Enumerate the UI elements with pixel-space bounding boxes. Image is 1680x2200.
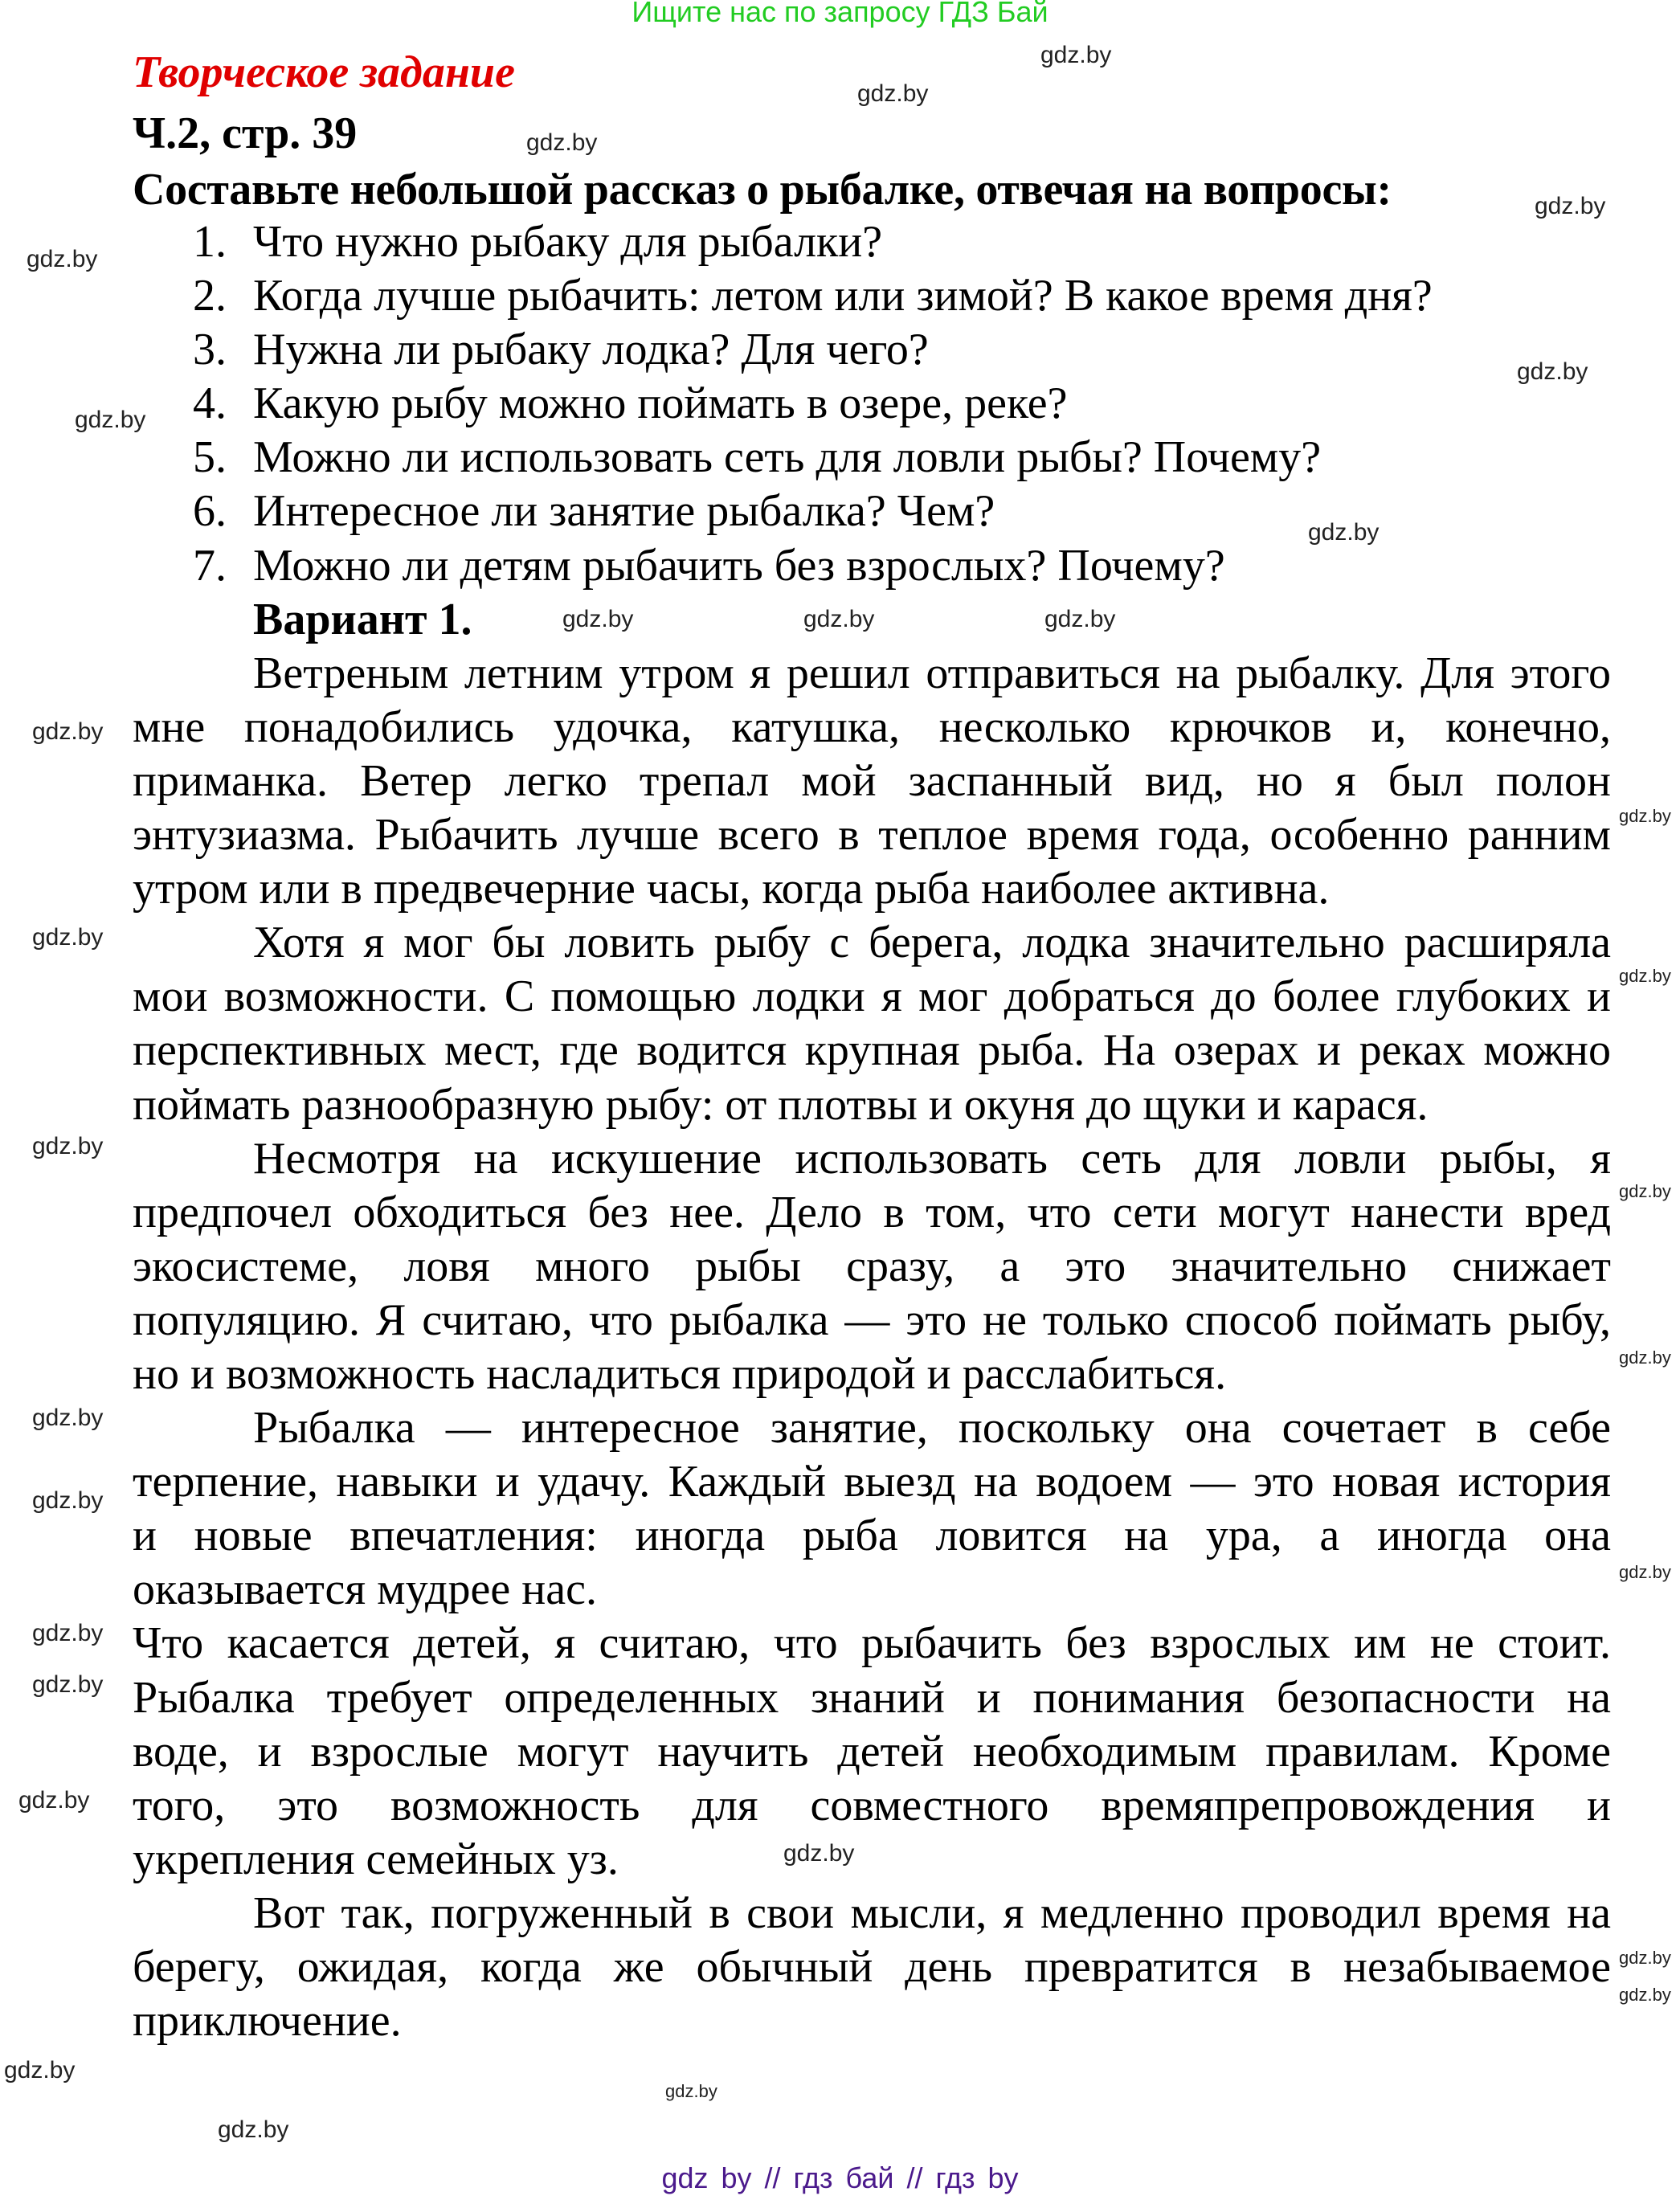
page-title: Творческое задание [133, 47, 515, 97]
question-item [133, 377, 1611, 431]
text-line: оказывается мудрее нас. [133, 1564, 597, 1615]
question-item [133, 539, 1611, 593]
watermark: gdz.by [1619, 806, 1671, 826]
text-line: предпочел обходиться без нее. Дело в том, что сети могут нанести вред [133, 1187, 1611, 1237]
task-heading: Составьте небольшой рассказ о рыбалке, отвечая на вопросы: [133, 165, 1392, 215]
question-item [133, 323, 1611, 377]
question-number: 2. [193, 271, 227, 321]
text-line: Вот так, погруженный в свои мысли, я медленно проводил время на [253, 1887, 1611, 1938]
text-line: утром или в предвечерние часы, когда рыба наиболее активна. [133, 864, 1330, 914]
text-line: Рыбалка — интересное занятие, поскольку она сочетает в себе [253, 1403, 1611, 1454]
watermark: gdz.by [1619, 1562, 1671, 1582]
watermark: gdz.by [783, 1840, 855, 1867]
text-line: укрепления семейных уз. [133, 1834, 619, 1884]
text-line: приманка. Ветер легко трепал мой заспанный вид, но я был полон [133, 755, 1611, 806]
watermark: gdz.by [75, 407, 146, 433]
text-line: Рыбалка требует определенных знаний и понимания безопасности на [133, 1672, 1611, 1723]
text-line: популяцию. Я считаю, что рыбалка — это не только способ поймать рыбу, [133, 1294, 1611, 1345]
question-text: Интересное ли занятие рыбалка? Чем? [253, 486, 995, 537]
text-line: но и возможность насладиться природой и расслабиться. [133, 1348, 1227, 1399]
question-item [133, 431, 1611, 485]
bottom-banner: gdz by // гдз бай // гдз by [661, 2161, 1019, 2194]
watermark: gdz.by [1308, 519, 1380, 546]
watermark: gdz.by [32, 1671, 104, 1698]
variant-heading: Вариант 1. [253, 594, 472, 644]
question-list [133, 215, 1611, 593]
watermark: gdz.by [218, 2116, 289, 2143]
text-line: энтузиазма. Рыбачить лучше всего в теплое время года, особенно ранним [133, 810, 1611, 861]
question-number: 7. [193, 540, 227, 591]
watermark: gdz.by [32, 924, 104, 951]
watermark: gdz.by [1619, 1948, 1671, 1968]
watermark: gdz.by [1619, 1985, 1671, 2005]
text-line: воде, и взрослые могут научить детей необходимым правилам. Кроме [133, 1726, 1611, 1777]
text-line: мои возможности. С помощью лодки я мог добраться до более глубоких и [133, 971, 1611, 1022]
watermark: gdz.by [857, 80, 929, 107]
question-text: Можно ли использовать сеть для ловли рыбы? Почему? [253, 432, 1322, 483]
watermark: gdz.by [18, 1787, 90, 1814]
text-line: Несмотря на искушение использовать сеть для ловли рыбы, я [253, 1133, 1611, 1184]
watermark: gdz.by [32, 1405, 104, 1431]
top-banner: Ищите нас по запросу ГДЗ Бай [632, 0, 1048, 28]
question-item [133, 269, 1611, 323]
text-line: перспективных мест, где водится крупная рыба. На озерах и реках можно [133, 1025, 1611, 1076]
text-line: того, это возможность для совместного времяпрепровождения и [133, 1780, 1611, 1830]
document-body [133, 215, 1611, 2048]
question-number: 3. [193, 325, 227, 375]
watermark: gdz.by [32, 1133, 104, 1159]
watermark: gdz.by [665, 2081, 717, 2101]
question-number: 6. [193, 486, 227, 537]
question-number: 5. [193, 432, 227, 483]
watermark: gdz.by [1535, 193, 1606, 219]
question-text: Когда лучше рыбачить: летом или зимой? В какое время дня? [253, 271, 1433, 321]
watermark: gdz.by [32, 1487, 104, 1514]
watermark: gdz.by [32, 1620, 104, 1646]
story-text [133, 647, 1611, 2048]
text-line: мне понадобились удочка, катушка, несколько крючков и, конечно, [133, 701, 1611, 752]
watermark: gdz.by [27, 246, 98, 272]
text-line: экосистеме, ловя много рыбы сразу, а это значительно снижает [133, 1241, 1611, 1291]
text-line: берегу, ожидая, когда же обычный день превратится в незабываемое [133, 1942, 1611, 1992]
text-line: терпение, навыки и удачу. Каждый выезд на водоем — это новая история [133, 1457, 1611, 1507]
watermark: gdz.by [4, 2057, 76, 2083]
watermark: gdz.by [1619, 966, 1671, 986]
question-text: Нужна ли рыбаку лодка? Для чего? [253, 325, 929, 375]
watermark: gdz.by [1619, 1347, 1671, 1368]
watermark: gdz.by [1040, 42, 1112, 68]
question-number: 4. [193, 378, 227, 429]
text-line: и новые впечатления: иногда рыба ловится на ура, а иногда она [133, 1511, 1611, 1561]
watermark: gdz.by [562, 606, 634, 632]
watermark: gdz.by [803, 606, 875, 632]
watermark: gdz.by [1044, 606, 1116, 632]
question-text: Можно ли детям рыбачить без взрослых? Почему? [253, 540, 1225, 591]
question-text: Какую рыбу можно поймать в озере, реке? [253, 378, 1068, 429]
question-item [133, 485, 1611, 538]
watermark: gdz.by [32, 718, 104, 745]
watermark: gdz.by [1619, 1181, 1671, 1201]
question-number: 1. [193, 217, 227, 267]
text-line: Что касается детей, я считаю, что рыбачить без взрослых им не стоит. [133, 1618, 1611, 1669]
question-item [133, 215, 1611, 269]
section-heading: Ч.2, стр. 39 [133, 108, 358, 158]
question-text: Что нужно рыбаку для рыбалки? [253, 217, 883, 267]
watermark: gdz.by [526, 129, 598, 156]
watermark: gdz.by [1517, 358, 1588, 385]
text-line: Хотя я мог бы ловить рыбу с берега, лодка значительно расширяла [253, 918, 1611, 968]
text-line: Ветреным летним утром я решил отправиться на рыбалку. Для этого [253, 648, 1611, 698]
text-line: поймать разнообразную рыбу: от плотвы и окуня до щуки и карася. [133, 1079, 1429, 1130]
text-line: приключение. [133, 1996, 402, 2047]
